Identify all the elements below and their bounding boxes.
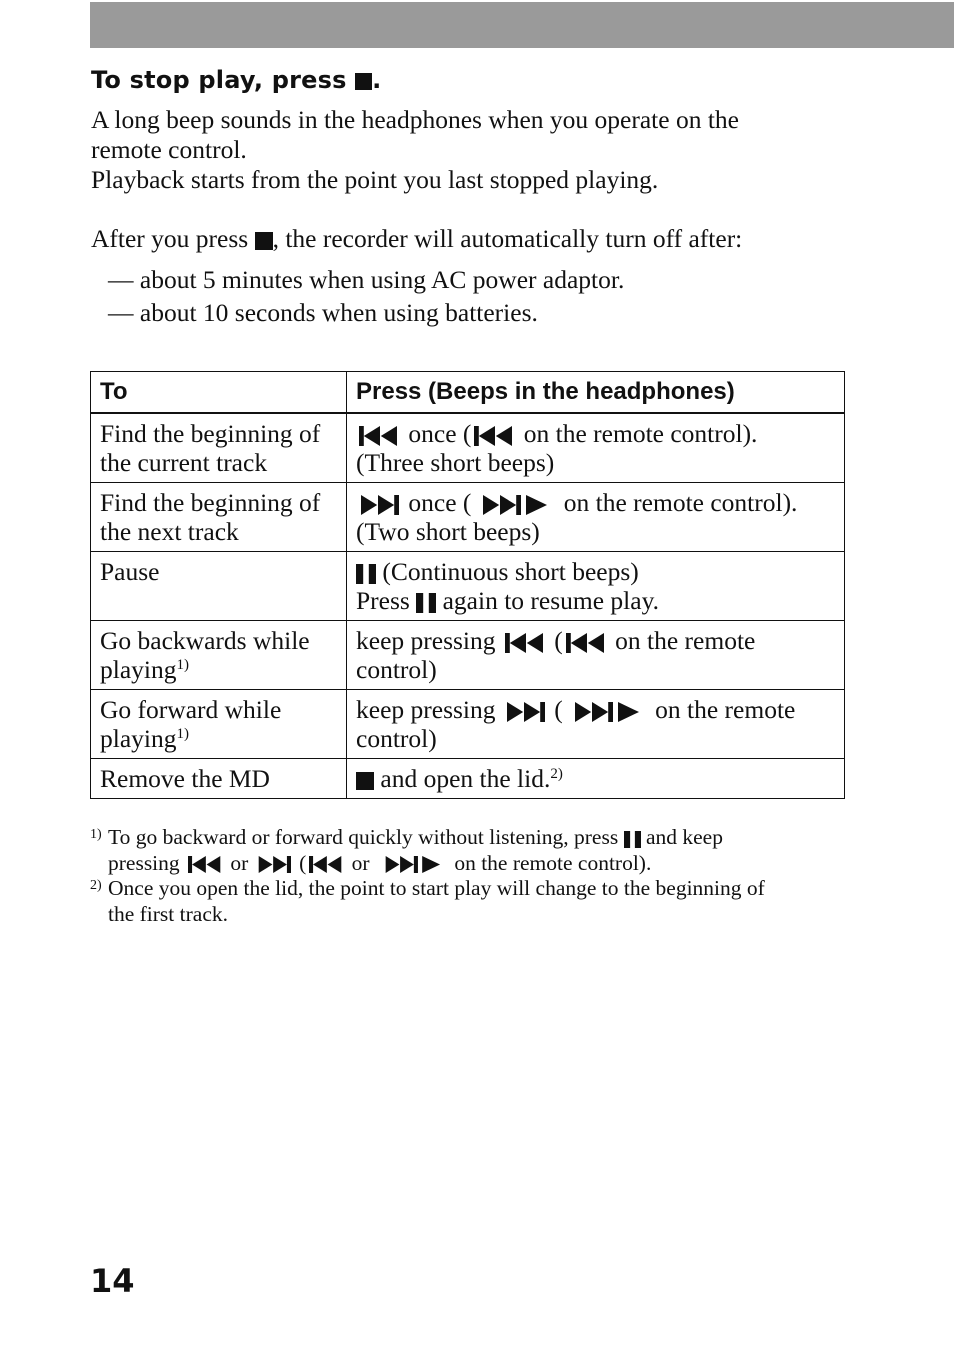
section-heading: To stop play, press .	[91, 66, 382, 94]
table-cell-press: keep pressing ( on the remote control)	[347, 621, 845, 690]
intro-line-3: Playback starts from the point you last stopped playing.	[91, 165, 659, 194]
table-row	[91, 413, 845, 483]
pause-icon	[356, 564, 376, 584]
previous-track-icon	[185, 856, 225, 873]
pause-icon	[624, 831, 641, 848]
table-cell-press: once ( on the remote control). (Two short beeps)	[347, 483, 845, 552]
stop-icon	[356, 772, 374, 790]
table-row	[91, 621, 845, 690]
table-cell-press: (Continuous short beeps) Press again to resume play.	[347, 552, 845, 621]
table-cell-action: Go backwards while playing$^{1)}$	[91, 621, 347, 690]
table-cell-press: keep pressing ( on the remote control)	[347, 690, 845, 759]
stop-icon	[355, 73, 372, 90]
table-cell-press: and open the lid.$^{2)}$	[347, 759, 845, 799]
auto-off-text: After you press , the recorder will automatically turn off after:	[91, 224, 743, 253]
table-cell-action: Pause	[91, 552, 347, 621]
previous-track-icon	[306, 856, 346, 873]
next-track-icon	[502, 702, 548, 722]
play-next-icon	[471, 495, 557, 515]
table-header-row	[91, 372, 845, 414]
footnote-mark: 1)	[90, 827, 102, 842]
previous-track-icon	[471, 426, 517, 446]
table-row	[91, 690, 845, 759]
previous-track-icon	[356, 426, 402, 446]
auto-off-item: — about 5 minutes when using AC power adaptor.	[108, 265, 625, 294]
footnote-2: 2) Once you open the lid, the point to start play will change to the beginning of the first track.	[90, 873, 765, 927]
pause-icon	[416, 593, 436, 613]
table-cell-action: Go forward while playing$^{1)}$	[91, 690, 347, 759]
footnote-1: 1) To go backward or forward quickly without listening, press and keep pressing or ( or on the remote control).	[90, 822, 723, 876]
operations-table	[90, 371, 845, 799]
auto-off-item: — about 10 seconds when using batteries.	[108, 298, 538, 327]
header-bar	[90, 2, 954, 48]
column-header-press: Press (Beeps in the headphones)	[347, 372, 845, 414]
intro-line-2: remote control.	[91, 135, 247, 164]
previous-track-icon	[563, 633, 609, 653]
footnote-ref: 2)	[550, 766, 563, 782]
table-cell-press: once ( on the remote control). (Three short beeps)	[347, 413, 845, 483]
footnote-ref: 1)	[176, 726, 189, 742]
table-row	[91, 759, 845, 799]
footnote-mark: 2)	[90, 878, 102, 893]
play-next-icon	[375, 856, 449, 873]
play-next-icon	[563, 702, 649, 722]
next-track-icon	[356, 495, 402, 515]
table-row	[91, 483, 845, 552]
table-cell-action: Find the beginning of the next track	[91, 483, 347, 552]
stop-icon	[255, 232, 273, 250]
intro-line-1: A long beep sounds in the headphones when you operate on the	[91, 105, 739, 134]
page-number: 14	[90, 1262, 135, 1300]
previous-track-icon	[502, 633, 548, 653]
table-row	[91, 552, 845, 621]
column-header-to: To	[91, 372, 347, 414]
table-cell-action: Find the beginning of the current track	[91, 413, 347, 483]
table-cell-action: Remove the MD	[91, 759, 347, 799]
next-track-icon	[254, 856, 294, 873]
footnote-ref: 1)	[176, 657, 189, 673]
